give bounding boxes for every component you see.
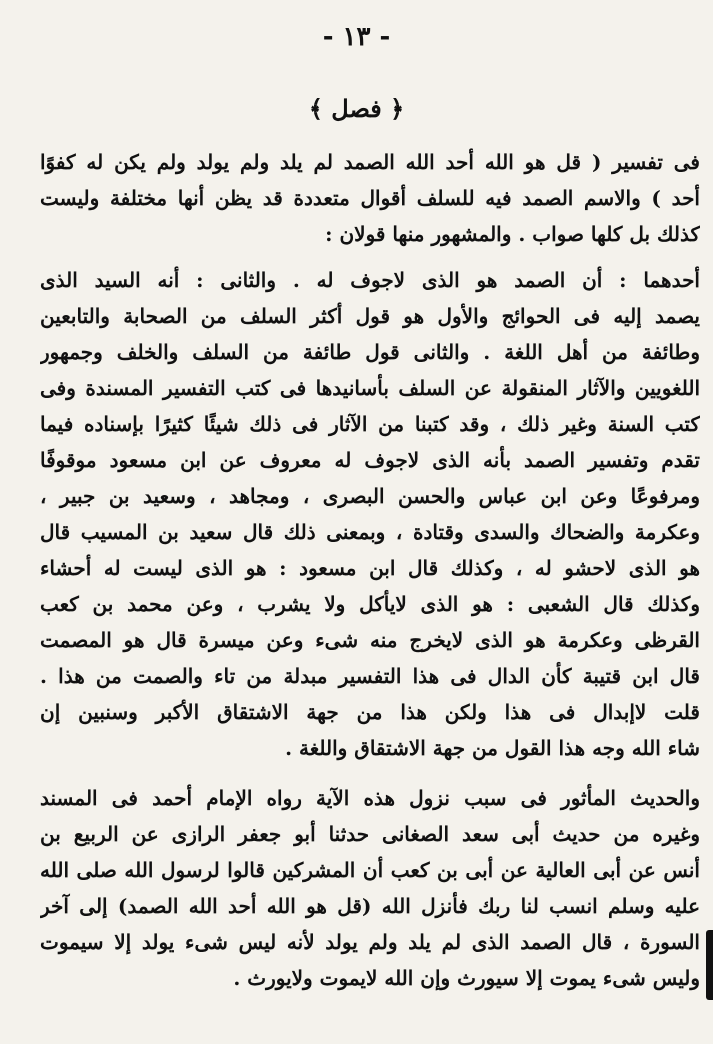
paragraph-3 — [40, 780, 700, 996]
text-line: وليس شىء يموت إلا سيورث وإن الله لايموت ولايورث . — [233, 966, 700, 990]
text-line: أحدهما : أن الصمد هو الذى لاجوف له . والثانى : أنه السيد الذى — [40, 268, 700, 292]
text-line: أنس عن أبى العالية عن أبى بن كعب أن المشركين قالوا لرسول الله صلى الله — [40, 858, 700, 882]
text-line: شاء الله وجه هذا القول من جهة الاشتقاق واللغة . — [285, 736, 700, 760]
section-heading: ﴿ فصل ﴾ — [308, 94, 405, 123]
page-number: - ١٣ - — [322, 22, 391, 52]
text-line: قال ابن قتيبة كأن الدال فى هذا التفسير مبدلة من تاء والصمت من هذا . — [40, 664, 700, 688]
paragraph-1 — [40, 144, 700, 252]
text-line: يصمد إليه فى الحوائج والأول هو قول أكثر السلف من الصحابة والتابعين — [40, 304, 700, 328]
text-line: أحد ) والاسم الصمد فيه للسلف أقوال متعددة قد يظن أنها مختلفة وليست — [40, 186, 700, 210]
text-line: القرظى وعكرمة هو الذى لايخرج منه شىء وعن ميسرة قال هو المصمت — [40, 628, 700, 652]
text-line: والحديث المأثور فى سبب نزول هذه الآية رواه الإمام أحمد فى المسند — [40, 786, 700, 810]
text-line: وغيره من حديث أبى سعد الصغانى حدثنا أبو جعفر الرازى عن الربيع بن — [40, 822, 700, 846]
page-edge-shadow — [706, 930, 713, 1000]
text-line: فى تفسير ( قل هو الله أحد الله الصمد لم يلد ولم يولد ولم يكن له كفوًا — [40, 150, 700, 174]
paragraph-2 — [40, 262, 700, 766]
text-line: عليه وسلم انسب لنا ربك فأنزل الله (قل هو الله أحد الله الصمد) إلى آخر — [40, 894, 700, 918]
text-line: كتب السنة وغير ذلك ، وقد كتبنا من الآثار فى ذلك شيئًا كثيرًا بإسناده فيما — [40, 412, 700, 436]
text-line: كذلك بل كلها صواب . والمشهور منها قولان : — [325, 222, 700, 246]
text-line: تقدم وتفسير الصمد بأنه الذى لاجوف له معروف عن ابن مسعود موقوفًا — [40, 448, 700, 472]
text-line: وكذلك قال الشعبى : هو الذى لايأكل ولا يشرب ، وعن محمد بن كعب — [40, 592, 700, 616]
text-line: هو الذى لاحشو له ، وكذلك قال ابن مسعود : هو الذى ليست له أحشاء — [40, 556, 700, 580]
text-line: اللغويين والآثار المنقولة عن السلف بأسانيدها فى كتب التفسير المسندة وفى — [40, 376, 700, 400]
text-line: وعكرمة والضحاك والسدى وقتادة ، وبمعنى ذلك قال سعيد بن المسيب قال — [40, 520, 700, 544]
text-line: السورة ، قال الصمد الذى لم يلد ولم يولد لأنه ليس شىء يولد إلا سيموت — [40, 930, 700, 954]
text-line: قلت لاإبدال فى هذا ولكن هذا من جهة الاشتقاق الأكبر وسنبين إن — [40, 700, 700, 724]
text-line: وطائفة من أهل اللغة . والثانى قول طائفة من السلف والخلف وجمهور — [40, 340, 700, 364]
text-line: ومرفوعًا وعن ابن عباس والحسن البصرى ، ومجاهد ، وسعيد بن جبير ، — [40, 484, 700, 508]
